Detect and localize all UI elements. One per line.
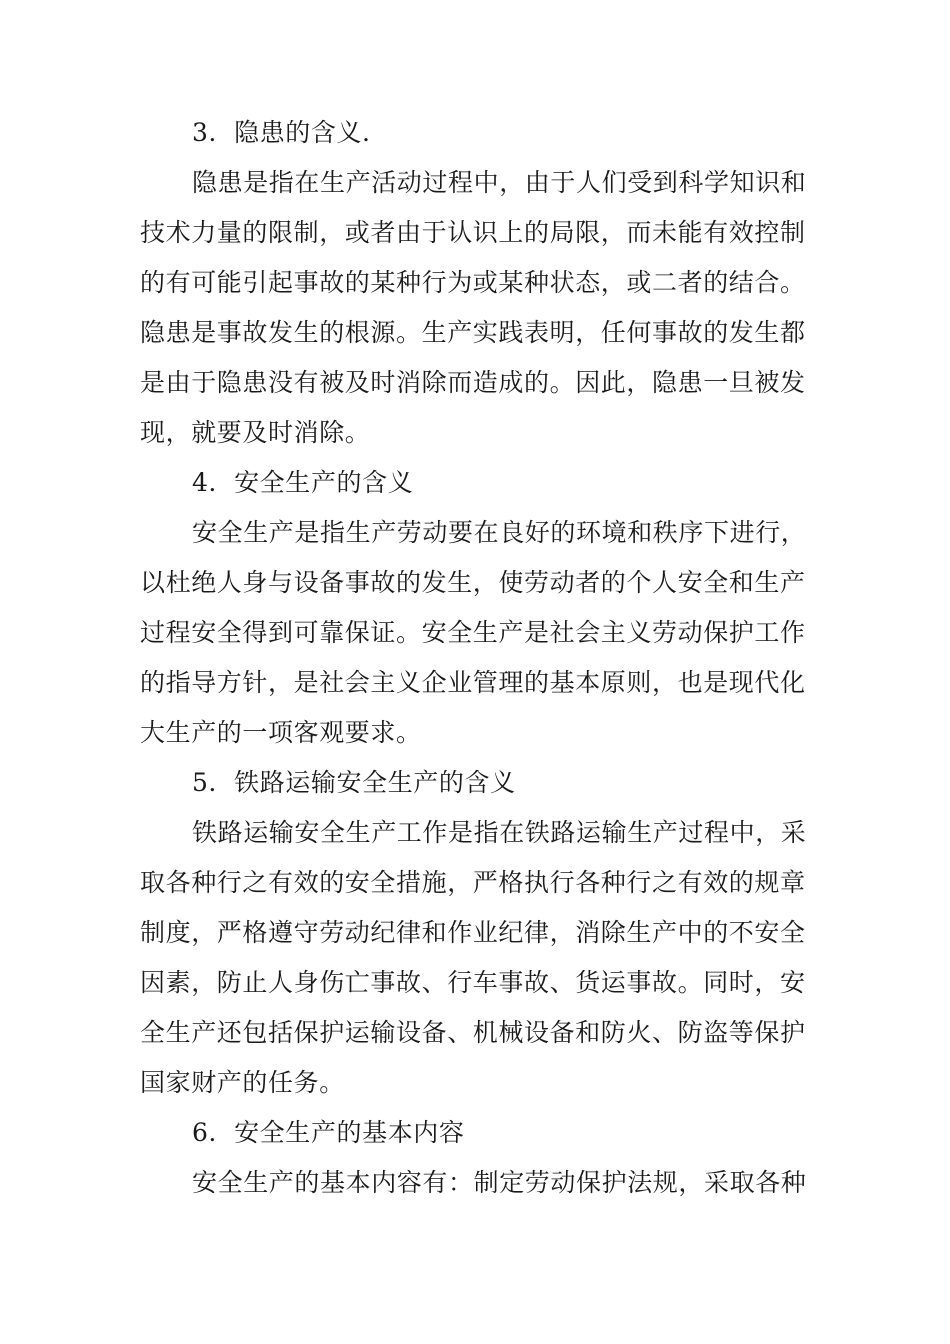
paragraph-line: 取各种行之有效的安全措施，严格执行各种行之有效的规章 [140, 868, 806, 897]
paragraph-line: 因素，防止人身伤亡事故、行车事故、货运事故。同时，安 [140, 968, 806, 997]
paragraph-line: 的有可能引起事故的某种行为或某种状态，或二者的结合。 [140, 268, 806, 297]
document-body [140, 108, 806, 1208]
paragraph-line: 的指导方针，是社会主义企业管理的基本原则，也是现代化 [140, 668, 806, 697]
paragraph-line: 安全生产是指生产劳动要在良好的环境和秩序下进行， [192, 518, 807, 547]
paragraph-line: 大生产的一项客观要求。 [140, 718, 422, 747]
paragraph-line: 全生产还包括保护运输设备、机械设备和防火、防盗等保护 [140, 1018, 806, 1047]
paragraph-line: 过程安全得到可靠保证。安全生产是社会主义劳动保护工作 [140, 618, 806, 647]
paragraph-line: 技术力量的限制，或者由于认识上的局限，而未能有效控制 [140, 218, 806, 247]
paragraph-line: 安全生产的基本内容有：制定劳动保护法规，采取各种 [192, 1168, 807, 1197]
paragraph-line: 隐患是事故发生的根源。生产实践表明，任何事故的发生都 [140, 318, 806, 347]
paragraph-line: 铁路运输安全生产工作是指在铁路运输生产过程中，采 [192, 818, 807, 847]
section-heading: 5．铁路运输安全生产的含义 [192, 768, 516, 797]
paragraph-line: 以杜绝人身与设备事故的发生，使劳动者的个人安全和生产 [140, 568, 806, 597]
paragraph-line: 国家财产的任务。 [140, 1068, 345, 1097]
paragraph-line: 是由于隐患没有被及时消除而造成的。因此，隐患一旦被发 [140, 368, 806, 397]
section-heading: 6．安全生产的基本内容 [192, 1118, 465, 1147]
section-heading: 3．隐患的含义． [192, 118, 388, 147]
section-heading: 4．安全生产的含义 [192, 468, 414, 497]
paragraph-line: 隐患是指在生产活动过程中，由于人们受到科学知识和 [192, 168, 807, 197]
paragraph-line: 制度，严格遵守劳动纪律和作业纪律，消除生产中的不安全 [140, 918, 806, 947]
paragraph-line: 现，就要及时消除。 [140, 418, 371, 447]
